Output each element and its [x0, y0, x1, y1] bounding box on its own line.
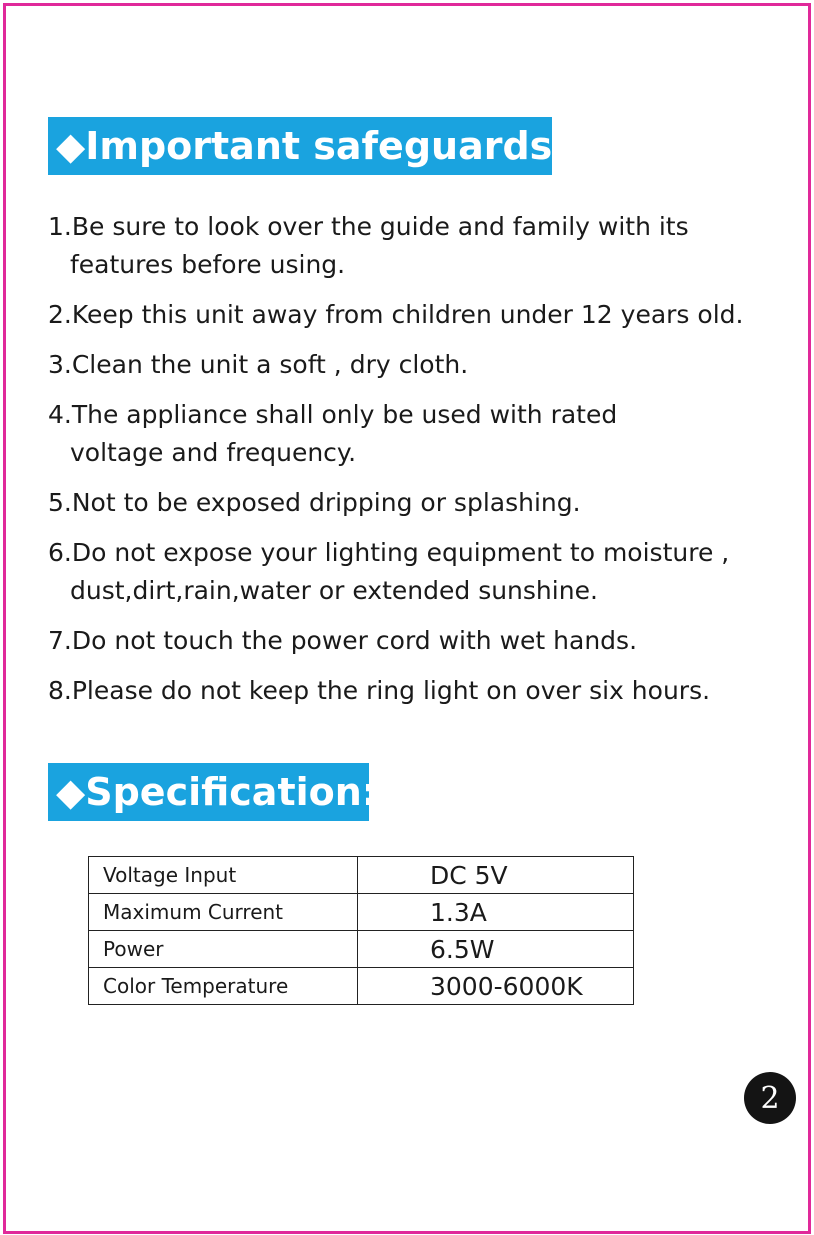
item-text: 1.Be sure to look over the guide and family with its	[48, 212, 689, 241]
item-text: 8.Please do not keep the ring light on over six hours.	[48, 676, 711, 705]
item-text: 7.Do not touch the power cord with wet hands.	[48, 626, 638, 655]
list-item	[48, 208, 788, 284]
list-item	[48, 672, 788, 710]
spec-value: 3000-6000K	[358, 968, 634, 1005]
item-text: 2.Keep this unit away from children under 12 years old.	[48, 300, 744, 329]
spec-label: Power	[89, 931, 358, 968]
table-row	[89, 968, 634, 1005]
item-text-cont: features before using.	[70, 250, 346, 279]
item-text: 3.Clean the unit a soft , dry cloth.	[48, 350, 469, 379]
spec-table	[88, 856, 634, 1005]
table-row	[89, 894, 634, 931]
spec-value: DC 5V	[358, 857, 634, 894]
table-row	[89, 857, 634, 894]
spec-value: 1.3A	[358, 894, 634, 931]
safeguards-list	[48, 208, 788, 722]
page-number-badge: 2	[744, 1072, 796, 1124]
list-item	[48, 534, 788, 610]
spec-value: 6.5W	[358, 931, 634, 968]
spec-label: Maximum Current	[89, 894, 358, 931]
item-text: 4.The appliance shall only be used with rated	[48, 400, 618, 429]
list-item	[48, 484, 788, 522]
item-text: 6.Do not expose your lighting equipment to moisture ,	[48, 538, 730, 567]
list-item	[48, 296, 788, 334]
item-text-cont: dust,dirt,rain,water or extended sunshine.	[70, 576, 598, 605]
item-text: 5.Not to be exposed dripping or splashing.	[48, 488, 581, 517]
item-text-cont: voltage and frequency.	[70, 438, 357, 467]
list-item	[48, 622, 788, 660]
list-item	[48, 346, 788, 384]
list-item	[48, 396, 788, 472]
spec-label: Voltage Input	[89, 857, 358, 894]
spec-label: Color Temperature	[89, 968, 358, 1005]
specification-heading: ◆Specification:	[48, 763, 369, 821]
table-row	[89, 931, 634, 968]
safeguards-heading: ◆Important safeguards:	[48, 117, 552, 175]
